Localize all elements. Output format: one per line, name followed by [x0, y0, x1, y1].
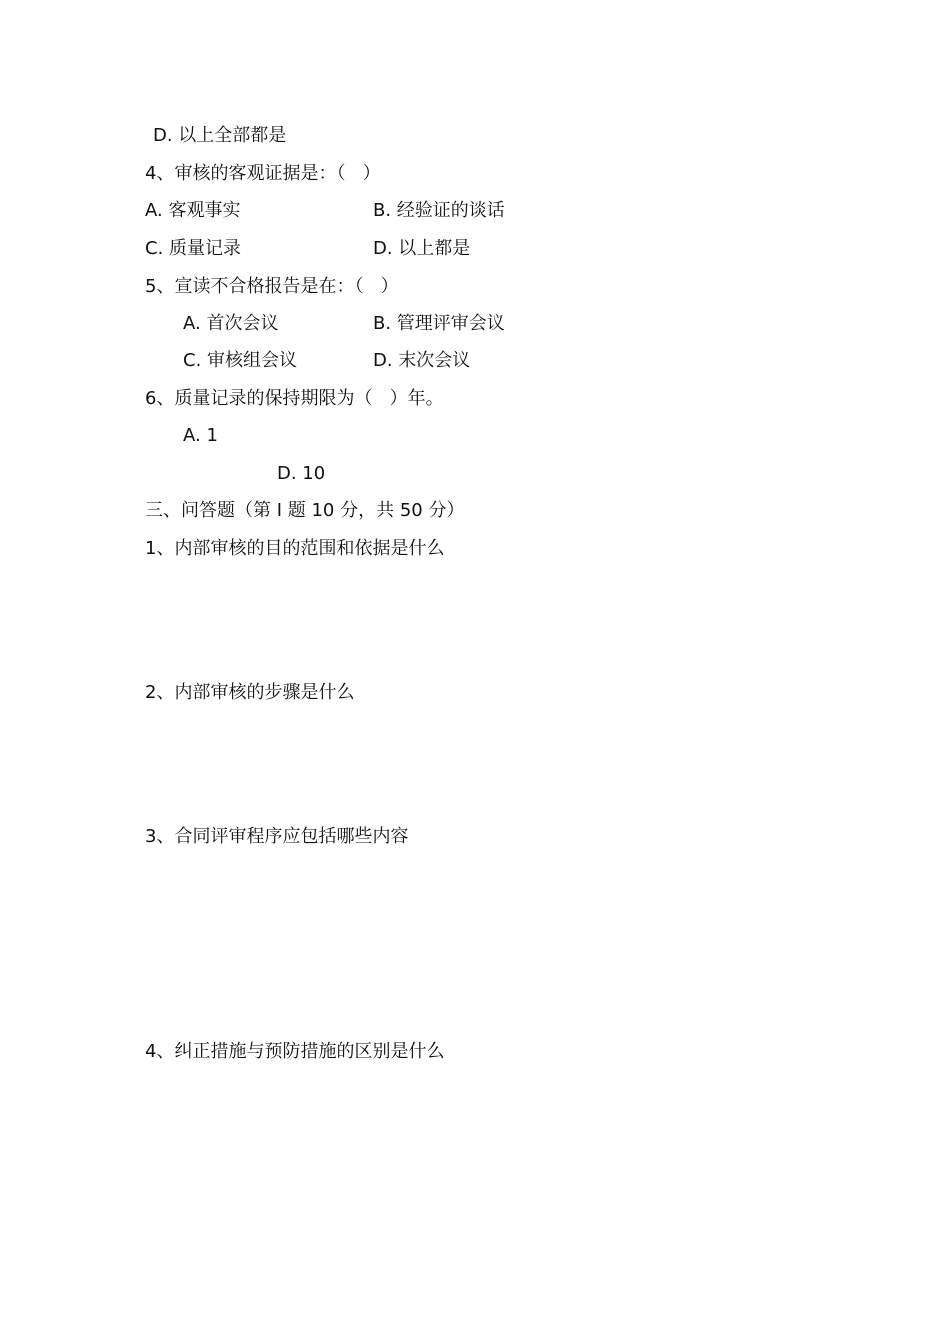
q5-option-d: D. 末次会议	[373, 350, 471, 371]
essay-question-4: 4、纠正措施与预防措施的区别是什么	[145, 1041, 445, 1062]
section-3-heading: 三、问答题（第 I 题 10 分，共 50 分）	[145, 500, 465, 521]
q6-stem: 6、质量记录的保持期限为（ ）年。	[145, 388, 444, 409]
q5-option-c: C. 审核组会议	[183, 350, 298, 371]
q3-option-d: D. 以上全部都是	[153, 125, 287, 146]
essay-question-2: 2、内部审核的步骤是什么	[145, 682, 355, 703]
q4-option-d: D. 以上都是	[373, 238, 471, 259]
q5-option-a: A. 首次会议	[183, 313, 279, 334]
q6-option-a: A. 1	[183, 425, 218, 446]
essay-question-3: 3、合同评审程序应包括哪些内容	[145, 826, 409, 847]
essay-question-1: 1、内部审核的目的范围和依据是什么	[145, 538, 445, 559]
q4-option-b: B. 经验证的谈话	[373, 200, 505, 221]
q4-option-c: C. 质量记录	[145, 238, 242, 259]
q6-option-d: D. 10	[277, 463, 326, 484]
q5-option-b: B. 管理评审会议	[373, 313, 505, 334]
q5-stem: 5、宣读不合格报告是在：（ ）	[145, 276, 399, 297]
q4-option-a: A. 客观事实	[145, 200, 241, 221]
q4-stem: 4、审核的客观证据是：（ ）	[145, 163, 381, 184]
